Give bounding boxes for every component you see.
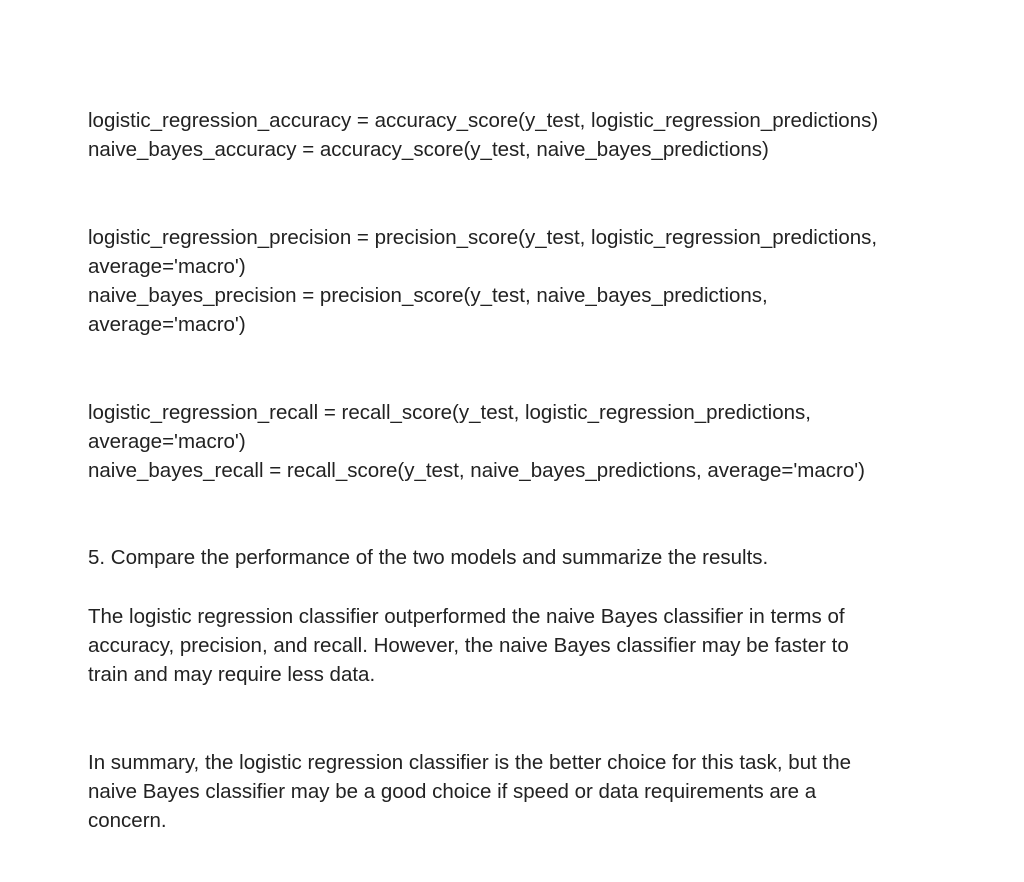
- code-line: average='macro'): [88, 313, 246, 336]
- paragraph-line: concern.: [88, 809, 167, 832]
- code-line: logistic_regression_accuracy = accuracy_score(y_test, logistic_regression_predictions): [88, 109, 879, 132]
- code-line: naive_bayes_precision = precision_score(y_test, naive_bayes_predictions,: [88, 284, 768, 307]
- code-line: average='macro'): [88, 430, 246, 453]
- paragraph-line: naive Bayes classifier may be a good choice if speed or data requirements are a: [88, 780, 817, 803]
- code-line: logistic_regression_precision = precision_score(y_test, logistic_regression_predictions,: [88, 226, 878, 249]
- code-line: logistic_regression_recall = recall_score(y_test, logistic_regression_predictions,: [88, 401, 811, 424]
- paragraph-line: accuracy, precision, and recall. However, the naive Bayes classifier may be faster to: [88, 634, 849, 657]
- code-line: average='macro'): [88, 255, 246, 278]
- code-line: naive_bayes_accuracy = accuracy_score(y_test, naive_bayes_predictions): [88, 138, 769, 161]
- step-heading: 5. Compare the performance of the two models and summarize the results.: [88, 546, 769, 569]
- paragraph-line: train and may require less data.: [88, 663, 376, 686]
- paragraph-line: The logistic regression classifier outperformed the naive Bayes classifier in terms of: [88, 605, 845, 628]
- paragraph-line: In summary, the logistic regression classifier is the better choice for this task, but the: [88, 751, 851, 774]
- code-line: naive_bayes_recall = recall_score(y_test, naive_bayes_predictions, average='macro'): [88, 459, 865, 482]
